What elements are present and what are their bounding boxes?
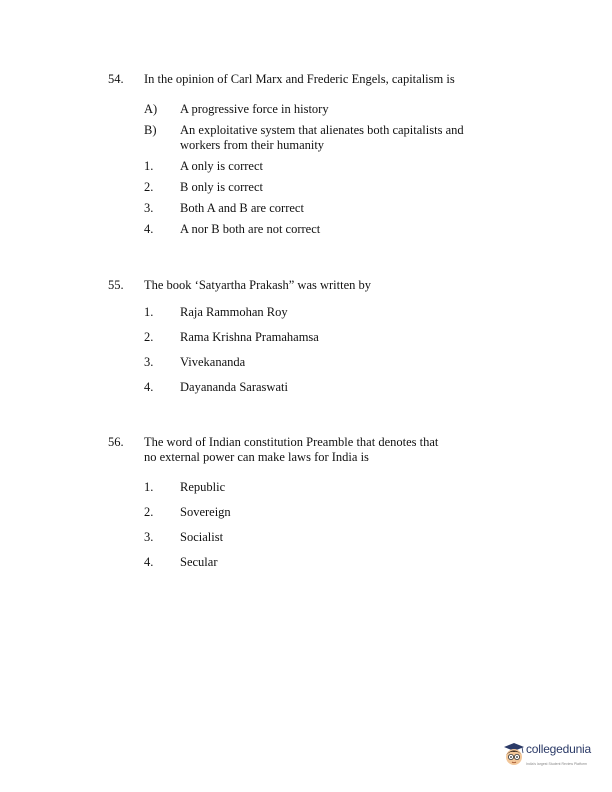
option-label: 1. — [144, 480, 154, 494]
option-label: 2. — [144, 330, 154, 344]
statement-text: A progressive force in history — [180, 102, 329, 116]
owl-mascot-icon — [502, 740, 526, 768]
statement-label: B) — [144, 123, 157, 137]
question-number: 55. — [108, 278, 124, 292]
option-label: 3. — [144, 355, 154, 369]
option-text: Sovereign — [180, 505, 231, 519]
option-text: A only is correct — [180, 159, 263, 173]
question-number: 54. — [108, 72, 124, 86]
option-text: Dayananda Saraswati — [180, 380, 288, 394]
option-text: B only is correct — [180, 180, 263, 194]
question-text: The word of Indian constitution Preamble that denotes that no external power can make laws for India is — [144, 435, 439, 464]
option-label: 4. — [144, 222, 154, 236]
question-text: In the opinion of Carl Marx and Frederic Engels, capitalism is — [144, 72, 455, 86]
option-label: 4. — [144, 555, 154, 569]
option-label: 4. — [144, 380, 154, 394]
brand-tagline: India's largest Student Review Platform — [526, 762, 587, 766]
statement-label: A) — [144, 102, 158, 116]
statement-text: An exploitative system that alienates both capitalists and workers from their humanity — [180, 123, 464, 152]
option-label: 3. — [144, 530, 154, 544]
option-text: Raja Rammohan Roy — [180, 305, 288, 319]
option-label: 2. — [144, 505, 154, 519]
option-label: 1. — [144, 305, 154, 319]
brand-name: collegedunia — [526, 742, 591, 756]
collegedunia-watermark — [502, 738, 607, 770]
question-text: The book ‘Satyartha Prakash” was written by — [144, 278, 372, 292]
option-text: Republic — [180, 480, 226, 494]
option-text: Rama Krishna Pramahamsa — [180, 330, 319, 344]
option-text: Vivekananda — [180, 355, 246, 369]
option-label: 1. — [144, 159, 154, 173]
question-number: 56. — [108, 435, 124, 449]
option-text: A nor B both are not correct — [180, 222, 321, 236]
option-text: Socialist — [180, 530, 224, 544]
option-label: 2. — [144, 180, 154, 194]
option-label: 3. — [144, 201, 154, 215]
option-text: Both A and B are correct — [180, 201, 304, 215]
option-text: Secular — [180, 555, 218, 569]
